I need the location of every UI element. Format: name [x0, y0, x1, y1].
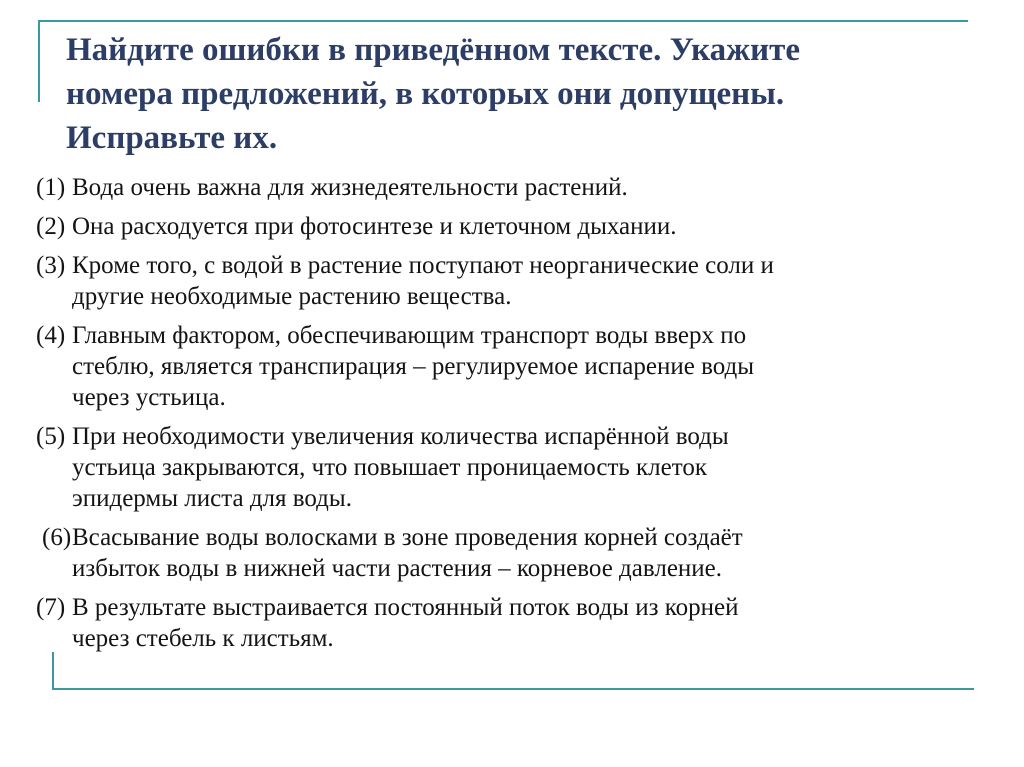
left-accent-bar — [38, 20, 40, 102]
sentence-text: через стебель к листьям. — [72, 625, 334, 652]
title-line: номера предложений, в которых они допущены. — [66, 76, 785, 112]
sentence-text: При необходимости увеличения количества испарённой воды — [72, 423, 729, 450]
sentence-text: стеблю, является транспирация – регулируемое испарение воды — [72, 353, 754, 380]
sentence-text: через устьица. — [72, 384, 226, 411]
sentence-number: (4) — [36, 322, 66, 349]
sentence-number: (6) — [42, 524, 72, 551]
sentence-number: (1) — [36, 174, 66, 201]
sentence-list — [36, 172, 996, 662]
sentence-text: Главным фактором, обеспечивающим транспорт воды вверх по — [72, 322, 747, 349]
sentence-3 — [36, 250, 996, 312]
sentence-number: (2) — [36, 213, 66, 240]
sentence-text: Она расходуется при фотосинтезе и клеточном дыхании. — [72, 213, 677, 240]
sentence-text: В результате выстраивается постоянный поток воды из корней — [72, 594, 739, 621]
sentence-text: Вода очень важна для жизнедеятельности растений. — [72, 174, 628, 201]
sentence-7 — [36, 592, 996, 654]
title-line: Найдите ошибки в приведённом тексте. Укажите — [66, 32, 800, 68]
sentence-number: (5) — [36, 423, 66, 450]
sentence-6 — [36, 522, 996, 584]
sentence-text: избыток воды в нижней части растения – корневое давление. — [72, 555, 723, 582]
bottom-divider — [52, 688, 974, 690]
page-title — [66, 28, 986, 160]
sentence-number: (7) — [36, 594, 66, 621]
sentence-text: эпидермы листа для воды. — [72, 485, 352, 512]
title-line: Исправьте их. — [66, 120, 278, 156]
sentence-2 — [36, 211, 996, 242]
sentence-5 — [36, 421, 996, 514]
sentence-text: Кроме того, с водой в растение поступают неорганические соли и — [72, 252, 774, 279]
sentence-text: Всасывание воды волосками в зоне проведения корней создаёт — [72, 524, 743, 551]
sentence-1 — [36, 172, 996, 203]
sentence-text: другие необходимые растению вещества. — [72, 283, 512, 310]
top-divider — [38, 20, 968, 22]
sentence-4 — [36, 320, 996, 413]
sentence-text: устьица закрываются, что повышает проницаемость клеток — [72, 454, 707, 481]
sentence-number: (3) — [36, 252, 66, 279]
